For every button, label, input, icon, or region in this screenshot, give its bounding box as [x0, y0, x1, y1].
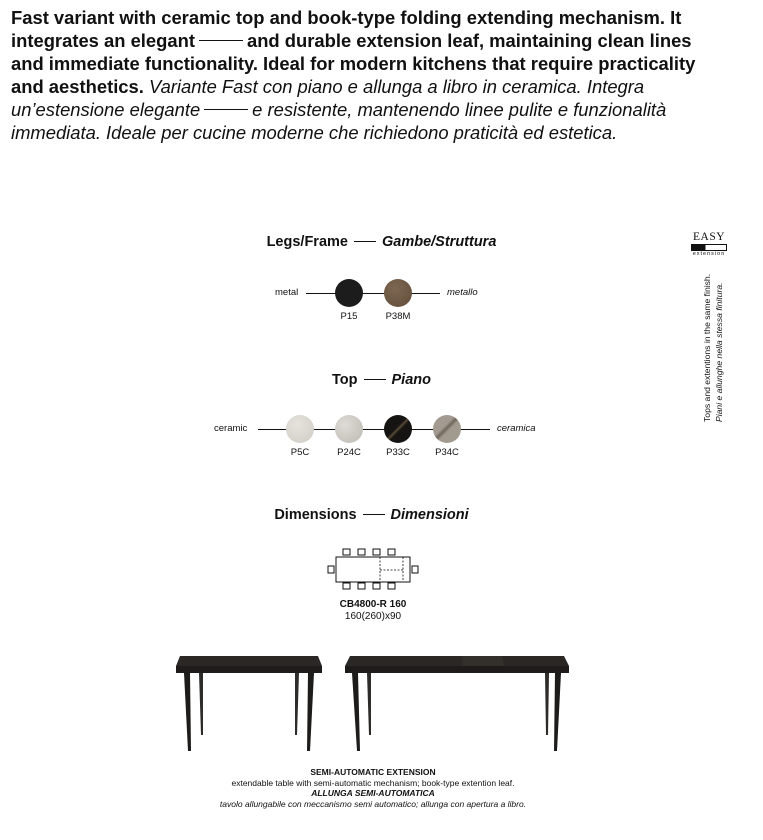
finish-note — [701, 272, 731, 422]
caption-desc-en: extendable table with semi-automatic mechanism; book-type extention leaf. — [231, 778, 515, 788]
top-title-it: Piano — [391, 372, 431, 388]
caption-title-en: SEMI-AUTOMATIC EXTENSION — [310, 767, 436, 777]
title-separator — [354, 241, 376, 242]
legs-title-en: Legs/Frame — [266, 234, 348, 250]
easy-logo-subtitle: extension — [692, 251, 726, 257]
caption-title-it: ALLUNGA SEMI-AUTOMATICA — [311, 788, 435, 798]
easy-extension-logo — [689, 232, 729, 258]
swatch-p34c — [433, 415, 461, 443]
dimensions-title-it: Dimensioni — [390, 507, 469, 523]
legs-label-it: metallo — [447, 287, 478, 298]
swatch-p5c — [286, 415, 314, 443]
swatch-code: P24C — [337, 447, 361, 458]
intro-paragraph — [11, 6, 711, 144]
swatch-p24c — [335, 415, 363, 443]
easy-logo-title: EASY — [692, 231, 726, 243]
swatch-code: P33C — [386, 447, 410, 458]
table-extended-illustration — [342, 652, 572, 757]
swatch-p38m — [384, 279, 412, 307]
model-size: 160(260)x90 — [344, 611, 402, 622]
legs-line — [306, 293, 440, 294]
title-separator — [364, 379, 386, 380]
swatch-code: P15 — [340, 311, 358, 322]
legs-title-it: Gambe/Struttura — [381, 234, 497, 250]
intro-en-part1: Fast variant with ceramic top and book-type folding extending mechanism. It integrates an elegant — [11, 7, 682, 51]
caption-desc-it: tavolo allungabile con meccanismo semi automatico; allunga con apertura a libro. — [219, 799, 527, 809]
legs-title — [0, 231, 763, 250]
intro-it-part2: e resistente, mantenendo linee pulite e funzionalità immediata. Ideale per cucine moderne che richiedono praticità ed estetica. — [11, 99, 667, 143]
swatch-p33c — [384, 415, 412, 443]
table-plan-diagram — [325, 546, 421, 592]
dimensions-title — [0, 507, 743, 523]
swatch-code: P5C — [290, 447, 310, 458]
top-label-it: ceramica — [497, 423, 536, 434]
top-title-en: Top — [332, 372, 358, 388]
table-closed-illustration — [174, 652, 324, 757]
finish-note-en: Tops and extentions in the same finish. — [702, 273, 712, 422]
top-title — [0, 372, 763, 388]
model-code: CB4800-R 160 — [339, 599, 407, 610]
swatch-code: P34C — [435, 447, 459, 458]
easy-logo-bar — [691, 244, 727, 251]
intro-it-part1: Variante Fast con piano e allunga a libro in ceramica. Integra un’estensione elegante — [11, 76, 645, 120]
dash-mark — [204, 109, 248, 110]
intro-en-part2: and durable extension leaf, maintaining clean lines and immediate functionality. Ideal for modern kitchens that require practicality and aesthetics. — [11, 30, 696, 97]
swatch-code: P38M — [385, 311, 411, 322]
dash-mark — [199, 40, 243, 41]
top-label-en: ceramic — [214, 423, 248, 434]
swatch-p15 — [335, 279, 363, 307]
legs-label-en: metal — [275, 287, 299, 298]
finish-note-it: Piani e allunghe nella stessa finitura. — [714, 282, 724, 422]
dimensions-title-en: Dimensions — [274, 507, 357, 523]
title-separator — [363, 514, 385, 515]
